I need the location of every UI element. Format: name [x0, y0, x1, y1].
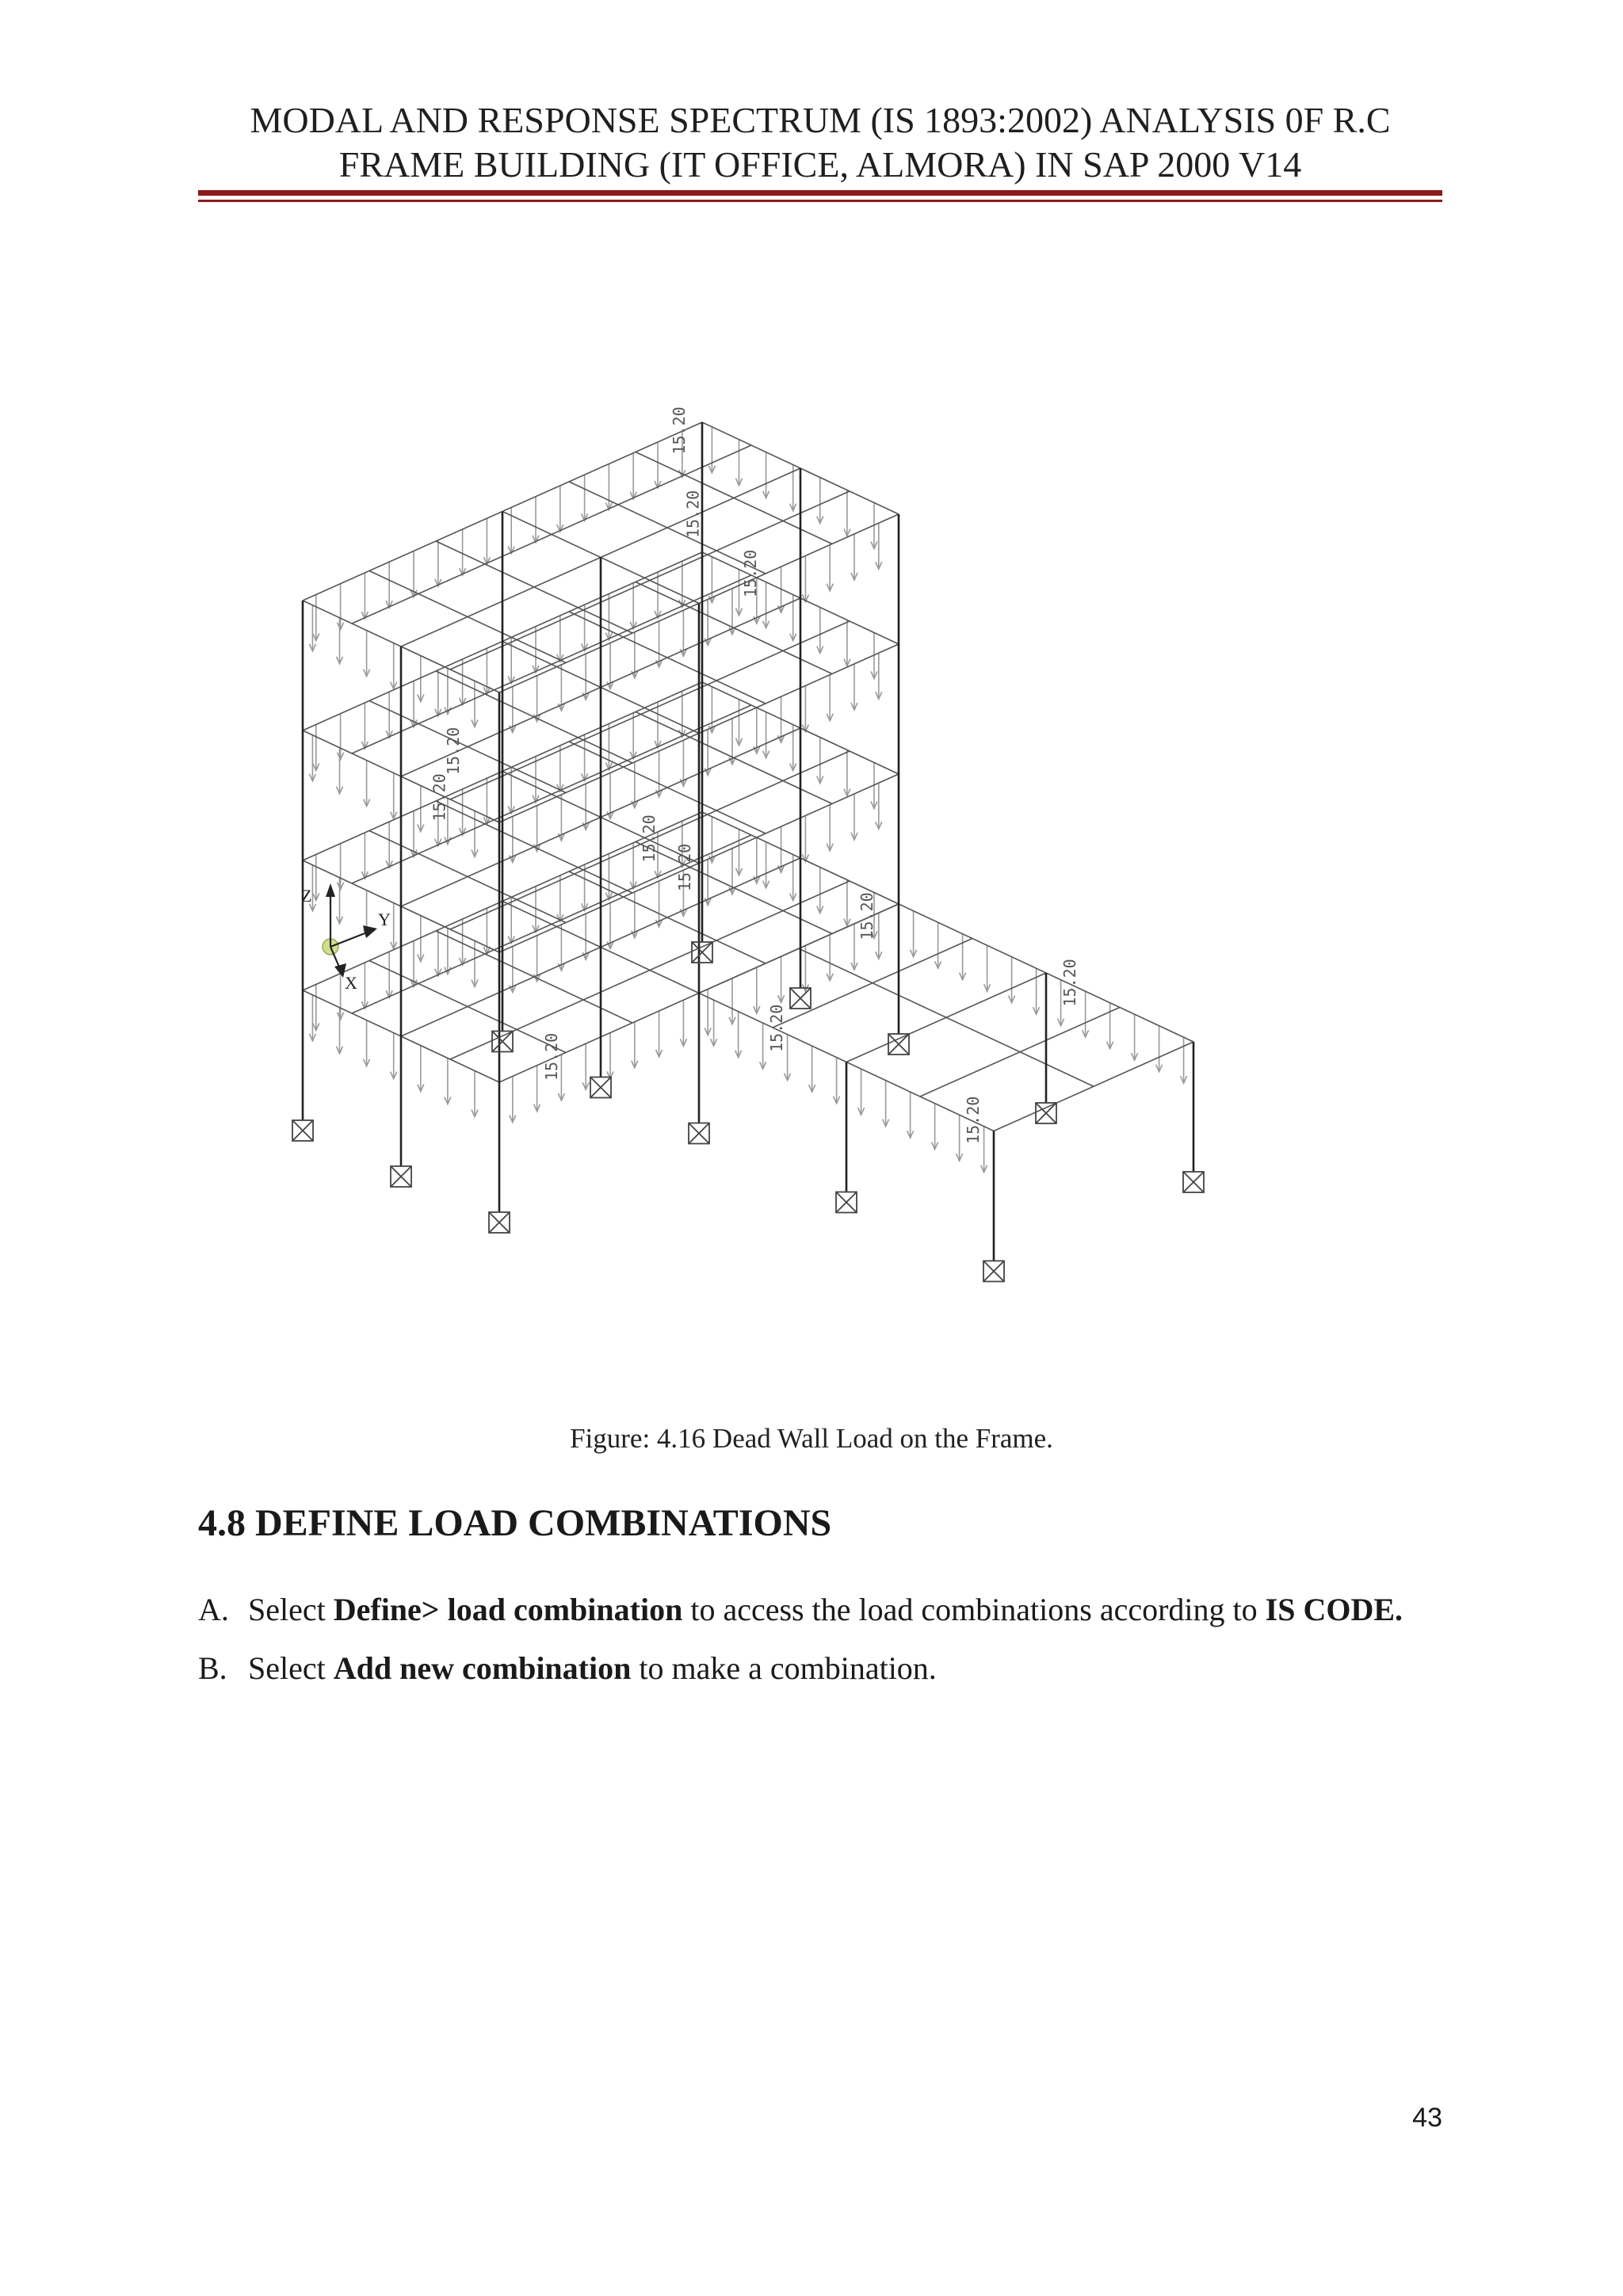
fixed-support-cross	[689, 1123, 709, 1144]
frame-model-drawing	[182, 238, 1466, 1331]
header-line-2: FRAME BUILDING (IT OFFICE, ALMORA) IN SAP 2000 V14	[338, 144, 1302, 185]
step-b-marker: B.	[198, 1650, 227, 1686]
load-value-label: 15.20	[741, 549, 760, 597]
frame-figure	[182, 238, 1466, 1331]
step-a-marker: A.	[198, 1592, 229, 1627]
step-a-text-2: to access the load combinations according to	[682, 1592, 1266, 1627]
axis-x-label: X	[345, 973, 357, 993]
load-value-label: 15.20	[857, 892, 876, 940]
beam	[569, 482, 766, 574]
load-value-label: 15.20	[964, 1096, 983, 1144]
fixed-support-cross	[983, 1261, 1004, 1282]
beam	[436, 541, 632, 633]
load-value-label: 15.20	[1060, 959, 1079, 1007]
fixed-support-cross	[391, 1166, 411, 1187]
fixed-support-cross	[692, 942, 712, 963]
page-number: 43	[1412, 2103, 1442, 2133]
load-value-label: 15.20	[675, 843, 695, 891]
beam	[436, 801, 632, 893]
axis-z-label: Z	[301, 886, 312, 906]
beam	[799, 948, 1094, 1086]
header-rule-thin	[198, 200, 1442, 202]
fixed-support-cross	[888, 1034, 909, 1055]
load-value-label: 15.20	[767, 1004, 787, 1052]
header-line-1: MODAL AND RESPONSE SPECTRUM (IS 1893:2002) ANALYSIS 0F R.C	[250, 100, 1391, 140]
section-heading: 4.8 DEFINE LOAD COMBINATIONS	[198, 1502, 832, 1544]
step-b-action: Add new combination	[333, 1650, 632, 1686]
step-b-text-1: Select	[248, 1650, 334, 1686]
fixed-support-cross	[292, 1120, 313, 1141]
page-header	[198, 98, 1442, 187]
header-rule-thick	[198, 190, 1442, 196]
load-value-label: 15.20	[683, 490, 703, 538]
axis-triad	[301, 883, 391, 993]
fixed-support-cross	[1183, 1172, 1204, 1192]
step-b-text-2: to make a combination.	[631, 1650, 937, 1686]
beam	[636, 452, 832, 544]
step-a-menu-path: Define> load combination	[333, 1592, 683, 1627]
fixed-support-cross	[836, 1192, 857, 1213]
fixed-support-cross	[489, 1212, 510, 1233]
fixed-support-cross	[1036, 1103, 1056, 1123]
beam	[569, 612, 766, 704]
beam	[569, 742, 766, 833]
steps-list	[198, 1581, 1442, 1698]
fixed-support-cross	[492, 1032, 513, 1052]
fixed-support-cross	[590, 1077, 611, 1098]
fixed-support-cross	[790, 988, 811, 1009]
load-value-label: 15.20	[430, 773, 449, 822]
beam	[369, 961, 566, 1053]
load-value-label: 15.20	[670, 406, 689, 455]
step-a	[198, 1581, 1442, 1639]
step-b	[198, 1639, 1442, 1698]
load-value-label: 15.20	[444, 727, 464, 775]
beam	[369, 571, 566, 663]
beam	[569, 871, 766, 963]
load-value-label: 15.20	[542, 1032, 562, 1081]
beam	[369, 701, 566, 793]
beam	[436, 931, 632, 1023]
figure-caption: Figure: 4.16 Dead Wall Load on the Frame.	[570, 1423, 1053, 1454]
step-a-text-1: Select	[248, 1592, 334, 1627]
beam	[436, 671, 632, 763]
step-a-code-ref: IS CODE.	[1265, 1592, 1403, 1627]
load-value-label: 15.20	[640, 814, 659, 863]
axis-y-label: Y	[378, 910, 391, 929]
beam	[369, 831, 566, 923]
